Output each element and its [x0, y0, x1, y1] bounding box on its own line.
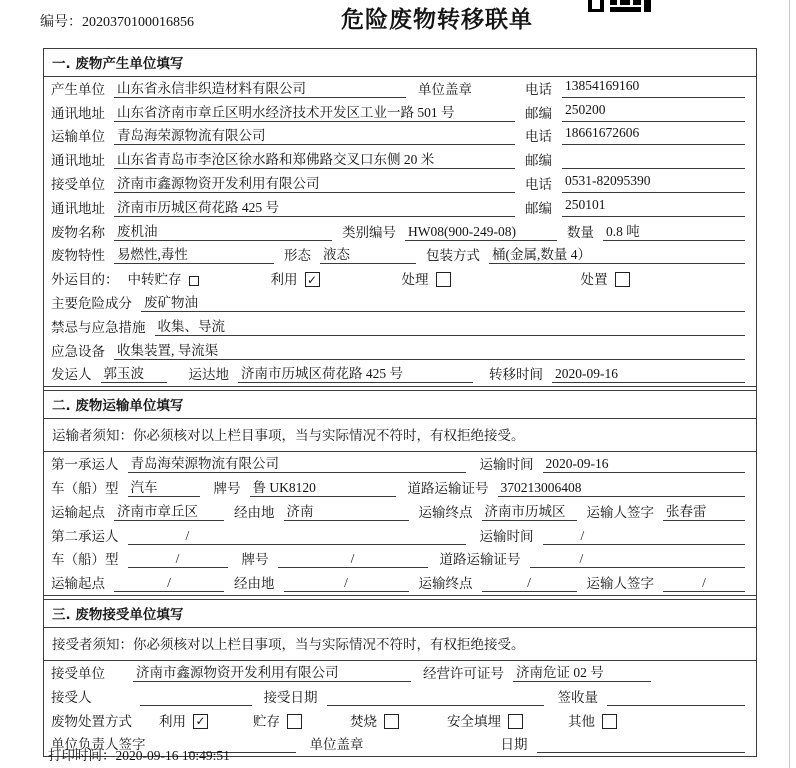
row-shipper: [44, 363, 756, 387]
phone-label: 电话: [525, 176, 552, 192]
phone-col: [525, 173, 745, 193]
transport-time-value: 2020-09-16: [543, 456, 746, 473]
receive-unit-label: 接受单位: [51, 665, 105, 681]
transporter-sign-value: 张春雷: [663, 500, 745, 521]
address-label: 通讯地址: [51, 153, 105, 169]
disposal-landfill-label: 安全填埋: [447, 713, 501, 729]
doc-number: [40, 11, 194, 31]
transfer-form-table: [43, 48, 757, 757]
zip-label: 邮编: [525, 200, 552, 216]
disposal-store-checkbox: [287, 714, 302, 729]
receiver-notice: 接受者须知：你必须核对以上栏目事项，当与实际情况不符时，有权拒绝接受。: [44, 628, 756, 661]
zip-label: 邮编: [525, 153, 552, 169]
form-label: 形态: [284, 248, 311, 264]
waste-name-label: 废物名称: [51, 224, 105, 240]
phone-value: 0531-82095390: [562, 173, 745, 193]
phone-value: 18661672606: [562, 125, 745, 145]
row-transport-unit: [44, 125, 756, 149]
page-header: [0, 0, 796, 44]
packing-label: 包装方式: [426, 248, 480, 264]
disposal-other-checkbox: [602, 714, 617, 729]
row-producer-address: [44, 101, 756, 125]
road-cert-value: /: [530, 551, 746, 568]
carrier2-value: /: [128, 528, 466, 545]
transport-time-value: /: [543, 528, 746, 545]
hazard-label: 主要危险成分: [51, 295, 132, 311]
zip-value: 250101: [562, 197, 745, 217]
equipment-label: 应急设备: [51, 343, 105, 359]
vehicle-type-value: 汽车: [128, 476, 200, 497]
row-vehicle2: [44, 548, 756, 572]
endpoint-label: 运输终点: [418, 504, 473, 520]
receiver-value: [140, 690, 252, 706]
equipment-value: 收集装置, 导流渠: [114, 339, 745, 360]
receive-date-label: 接受日期: [263, 689, 318, 705]
phone-col: [525, 78, 745, 98]
carrier1-label: 第一承运人: [51, 457, 119, 473]
section3-header: 三. 废物接受单位填写: [44, 600, 756, 628]
phone-col: [525, 125, 745, 145]
date-value: [537, 737, 746, 753]
sign-quantity-label: 签收量: [557, 689, 598, 705]
shipper-value: 郭玉波: [101, 362, 167, 383]
doc-number-value: 2020370100016856: [82, 15, 194, 30]
receiver-label: 接受人: [51, 689, 92, 705]
row-main-hazard: [44, 291, 756, 315]
print-time: [48, 744, 230, 764]
address-value: 山东省济南市章丘区明水经济技术开发区工业一路 501 号: [114, 101, 515, 122]
disposal-landfill-checkbox: [508, 714, 523, 729]
row-produce-unit: [44, 77, 756, 101]
purpose-label: 外运目的：: [51, 272, 119, 288]
transporter-notice: 运输者须知：你必须核对以上栏目事项，当与实际情况不符时，有权拒绝接受。: [44, 419, 756, 452]
unit-seal-label: 单位盖章: [418, 81, 472, 97]
date-label: 日期: [500, 737, 528, 753]
address-label: 通讯地址: [51, 105, 105, 121]
purpose-transfer-storage-label: 中转贮存: [127, 272, 182, 288]
origin-value: /: [114, 575, 224, 592]
section1-header: 一. 废物产生单位填写: [44, 49, 756, 77]
zip-col: [525, 102, 745, 122]
destination-label: 运达地: [188, 367, 229, 383]
transport-unit-value: 青岛海荣源物流有限公司: [114, 124, 515, 145]
carrier2-label: 第二承运人: [51, 528, 119, 544]
phone-label: 电话: [525, 81, 552, 97]
category-value: HW08(900-249-08): [405, 224, 557, 241]
purpose-use-label: 利用: [270, 272, 298, 288]
zip-label: 邮编: [525, 105, 552, 121]
print-time-value: 2020-09-16 10:49:51: [115, 748, 230, 763]
plate-value: /: [278, 551, 428, 568]
via-label: 经由地: [234, 504, 275, 520]
origin-value: 济南市章丘区: [114, 500, 224, 521]
row-disposal-method: [44, 709, 756, 733]
purpose-treat-label: 处理: [401, 272, 429, 288]
transporter-sign-value: /: [663, 575, 745, 592]
license-label: 经营许可证号: [423, 665, 504, 681]
row-route2: [44, 571, 756, 595]
endpoint-label: 运输终点: [418, 576, 473, 592]
disposal-burn-label: 焚烧: [350, 713, 377, 729]
carrier1-value: 青岛海荣源物流有限公司: [128, 452, 466, 473]
page-title: 危险废物转移联单: [341, 7, 533, 33]
unit-seal-label: 单位盖章: [309, 737, 364, 753]
origin-label: 运输起点: [51, 504, 105, 520]
plate-label: 牌号: [213, 480, 241, 496]
zip-col: [525, 149, 745, 169]
row-waste-property: [44, 244, 756, 268]
quantity-value: 0.8 吨: [603, 220, 745, 241]
packing-value: 桶(金属,数量 4）: [489, 243, 745, 264]
vehicle-type-value: /: [128, 551, 228, 568]
treat-checkbox: [436, 272, 451, 287]
transfer-time-value: 2020-09-16: [552, 366, 745, 383]
transfer-storage-checkbox: [189, 276, 199, 286]
row-route1: [44, 500, 756, 524]
phone-label: 电话: [525, 129, 552, 145]
endpoint-value: /: [482, 575, 577, 592]
via-value: /: [284, 575, 409, 592]
plate-value: 鲁 UK8120: [250, 476, 396, 497]
produce-unit-value: 山东省永信非织造材料有限公司: [114, 77, 406, 98]
disposal-store-label: 贮存: [253, 713, 280, 729]
transport-unit-label: 运输单位: [51, 129, 105, 145]
row-taboo-measures: [44, 315, 756, 339]
taboo-value: 收集、导流: [155, 315, 746, 336]
disposal-use-checkbox-checked: [193, 714, 208, 729]
dispose-checkbox: [615, 272, 630, 287]
receive-unit-value: 济南市鑫源物资开发利用有限公司: [133, 661, 411, 682]
row-vehicle1: [44, 476, 756, 500]
vehicle-type-label: 车（船）型: [51, 552, 119, 568]
row-receiver-address: [44, 196, 756, 220]
qr-code-fragment: [588, 0, 652, 13]
row-second-carrier: [44, 524, 756, 548]
vehicle-type-label: 车（船）型: [51, 480, 119, 496]
print-time-label: 打印时间：: [48, 748, 116, 763]
license-value: 济南危证 02 号: [513, 661, 651, 682]
sign-quantity-value: [607, 690, 745, 706]
doc-number-label: 编号：: [40, 15, 82, 30]
receive-unit-value: 济南市鑫源物资开发利用有限公司: [114, 172, 515, 193]
property-value: 易燃性,毒性: [114, 243, 274, 264]
zip-value: 250200: [562, 102, 745, 122]
use-checkbox-checked: [305, 272, 320, 287]
address-label: 通讯地址: [51, 200, 105, 216]
property-label: 废物特性: [51, 248, 105, 264]
row-emergency-equipment: [44, 339, 756, 363]
section2-header: 二. 废物运输单位填写: [44, 391, 756, 419]
row-receive-unit: [44, 172, 756, 196]
transfer-time-label: 转移时间: [489, 367, 543, 383]
disposal-other-label: 其他: [568, 713, 595, 729]
quantity-label: 数量: [567, 224, 594, 240]
road-cert-label: 道路运输证号: [439, 552, 521, 568]
purpose-dispose-label: 处置: [580, 272, 608, 288]
row-transporter-address: [44, 148, 756, 172]
via-value: 济南: [284, 500, 409, 521]
head-signature-label: 单位负责人签字: [51, 737, 146, 753]
disposal-burn-checkbox: [384, 714, 399, 729]
road-cert-value: 370213006408: [498, 480, 746, 497]
row-waste-name: [44, 220, 756, 244]
origin-label: 运输起点: [51, 576, 105, 592]
transport-time-label: 运输时间: [479, 528, 534, 544]
waste-name-value: 废机油: [114, 220, 332, 241]
receive-date-value: [327, 690, 544, 706]
row-receiver: [44, 685, 756, 709]
check-mark-icon: ✓: [306, 272, 318, 287]
hazard-value: 废矿物油: [141, 291, 745, 312]
destination-value: 济南市历城区荷花路 425 号: [238, 362, 473, 383]
produce-unit-label: 产生单位: [51, 81, 105, 97]
receive-unit-label: 接受单位: [51, 176, 105, 192]
check-mark-icon: ✓: [195, 714, 206, 729]
taboo-label: 禁忌与应急措施: [51, 319, 146, 335]
shipper-label: 发运人: [51, 367, 92, 383]
zip-value: [562, 149, 745, 169]
transporter-sign-label: 运输人签字: [586, 576, 654, 592]
phone-value: 13854169160: [562, 78, 745, 98]
row-transfer-purpose: [44, 267, 756, 291]
disposal-method-label: 废物处置方式: [51, 713, 132, 729]
address-value: 山东省青岛市李沧区徐水路和郑佛路交叉口东侧 20 米: [114, 148, 515, 169]
transport-time-label: 运输时间: [479, 457, 534, 473]
transporter-sign-label: 运输人签字: [586, 504, 654, 520]
disposal-use-label: 利用: [159, 713, 186, 729]
row-first-carrier: [44, 452, 756, 476]
via-label: 经由地: [234, 576, 275, 592]
endpoint-value: 济南市历城区: [482, 500, 577, 521]
category-label: 类别编号: [342, 224, 396, 240]
form-value: 液态: [320, 243, 416, 264]
address-value: 济南市历城区荷花路 425 号: [114, 196, 515, 217]
road-cert-label: 道路运输证号: [407, 480, 489, 496]
plate-label: 牌号: [241, 552, 269, 568]
zip-col: [525, 197, 745, 217]
row-receive-unit3: [44, 661, 756, 685]
